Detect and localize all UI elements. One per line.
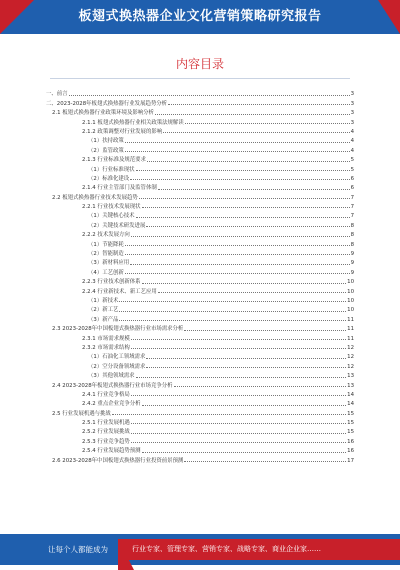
toc-entry-text: 一、前言 bbox=[46, 91, 68, 98]
toc-entry[interactable] bbox=[46, 182, 354, 191]
toc-page-number: 13 bbox=[347, 373, 354, 380]
toc-entry-text: 2.5 行业发展机遇与挑战 bbox=[52, 410, 111, 417]
toc-page-number: 6 bbox=[350, 185, 354, 192]
toc-entry-text: 2.1.4 行业主管部门及监管体制 bbox=[82, 185, 157, 192]
toc-entry[interactable] bbox=[46, 426, 354, 435]
toc-page-number: 16 bbox=[347, 438, 354, 445]
toc-entry-text: 2.1.3 行业标准及规范要求 bbox=[82, 157, 146, 164]
toc-entry[interactable] bbox=[46, 379, 354, 388]
toc-page-number: 8 bbox=[350, 241, 354, 248]
toc-leader-dots bbox=[142, 283, 347, 284]
toc-entry[interactable] bbox=[46, 144, 354, 153]
toc-entry-text: （2）新工艺 bbox=[88, 307, 119, 314]
toc-leader-dots bbox=[119, 301, 346, 302]
toc-entry[interactable] bbox=[46, 370, 354, 379]
toc-leader-dots bbox=[163, 132, 349, 133]
toc-entry-text: 2.4.1 行业竞争格局 bbox=[82, 391, 130, 398]
toc-entry-text: （3）新材料应用 bbox=[88, 260, 130, 267]
toc-entry[interactable] bbox=[46, 210, 354, 219]
toc-leader-dots bbox=[131, 395, 346, 396]
toc-leader-dots bbox=[155, 114, 350, 115]
toc-page-number: 13 bbox=[347, 382, 354, 389]
toc-entry-text: （1）节能降耗 bbox=[88, 241, 124, 248]
footer-bar bbox=[0, 534, 400, 565]
toc-entry-text: （2）标准化建设 bbox=[88, 175, 130, 182]
toc-entry-text: 2.5.1 行业发展机遇 bbox=[82, 420, 130, 427]
toc-leader-dots bbox=[125, 151, 350, 152]
toc-page-number: 9 bbox=[350, 260, 354, 267]
toc-page-number: 7 bbox=[350, 204, 354, 211]
toc-entry[interactable] bbox=[46, 257, 354, 266]
toc-entry[interactable] bbox=[46, 201, 354, 210]
toc-divider bbox=[50, 78, 350, 79]
toc-entry[interactable] bbox=[46, 266, 354, 275]
toc-leader-dots bbox=[142, 452, 347, 453]
toc-leader-dots bbox=[158, 292, 346, 293]
toc-entry-text: （4）工艺创新 bbox=[88, 269, 124, 276]
toc-leader-dots bbox=[112, 414, 346, 415]
toc-page-number: 3 bbox=[350, 91, 354, 98]
toc-entry[interactable] bbox=[46, 173, 354, 182]
toc-entry[interactable] bbox=[46, 219, 354, 228]
toc-page-number: 4 bbox=[350, 128, 354, 135]
toc-page-number: 9 bbox=[350, 251, 354, 258]
toc-page-number: 17 bbox=[347, 457, 354, 464]
toc-leader-dots bbox=[174, 386, 347, 387]
toc-leader-dots bbox=[168, 104, 350, 105]
toc-page-number: 3 bbox=[350, 119, 354, 126]
toc-page-number: 11 bbox=[347, 335, 354, 342]
toc-entry[interactable] bbox=[46, 154, 354, 163]
toc-page-number: 11 bbox=[347, 326, 354, 333]
toc-page-number: 8 bbox=[350, 222, 354, 229]
toc-leader-dots bbox=[131, 442, 346, 443]
toc-entry-text: 2.5.4 行业发展趋势预测 bbox=[82, 448, 141, 455]
toc-leader-dots bbox=[146, 226, 349, 227]
toc-entry[interactable] bbox=[46, 276, 354, 285]
toc-entry[interactable] bbox=[46, 97, 354, 106]
toc-entry-text: （1）扶持政策 bbox=[88, 138, 124, 145]
toc-entry-text: （3）新产品 bbox=[88, 316, 119, 323]
toc-entry[interactable] bbox=[46, 417, 354, 426]
toc-entry-text: （2）监管政策 bbox=[88, 147, 124, 154]
toc-leader-dots bbox=[69, 95, 350, 96]
toc-leader-dots bbox=[136, 170, 350, 171]
toc-leader-dots bbox=[125, 245, 350, 246]
toc-entry-text: 2.4.2 重点企业竞争分析 bbox=[82, 401, 141, 408]
toc-entry[interactable] bbox=[46, 285, 354, 294]
toc-entry[interactable] bbox=[46, 191, 354, 200]
footer-slogan-right: 行业专家、管理专家、营销专家、战略专家、商业企业家…… bbox=[132, 545, 321, 553]
toc-page-number: 12 bbox=[347, 363, 354, 370]
toc-entry[interactable] bbox=[46, 304, 354, 313]
toc-entry[interactable] bbox=[46, 248, 354, 257]
footer-slogan-box bbox=[118, 539, 400, 560]
toc-entry[interactable] bbox=[46, 445, 354, 454]
toc-entry-text: 2.2.1 行业技术发展现状 bbox=[82, 204, 141, 211]
toc-entry[interactable] bbox=[46, 360, 354, 369]
toc-entry-text: 2.5.3 行业竞争趋势 bbox=[82, 438, 130, 445]
toc-page-number: 15 bbox=[347, 420, 354, 427]
toc-page-number: 3 bbox=[350, 100, 354, 107]
toc-page-number: 15 bbox=[347, 429, 354, 436]
toc-entry-text: 2.1.2 政策调整对行业发展的影响 bbox=[82, 128, 163, 135]
toc-leader-dots bbox=[147, 161, 350, 162]
toc-entry-text: （2）关键技术研发进展 bbox=[88, 222, 146, 229]
toc-entry[interactable] bbox=[46, 126, 354, 135]
footer-slogan-left: 让每个人都能成为 bbox=[48, 545, 108, 554]
toc-leader-dots bbox=[139, 198, 350, 199]
toc-entry-text: 2.3 2023-2028年中国板翅式换热器行业市场需求分析 bbox=[52, 326, 184, 333]
toc-page-number: 14 bbox=[347, 391, 354, 398]
toc-page-number: 10 bbox=[347, 288, 354, 295]
toc-leader-dots bbox=[125, 254, 350, 255]
toc-leader-dots bbox=[142, 405, 347, 406]
toc-entry-text: （3）其他领域需求 bbox=[88, 373, 135, 380]
toc-entry[interactable] bbox=[46, 163, 354, 172]
toc-leader-dots bbox=[131, 236, 350, 237]
toc-leader-dots bbox=[125, 273, 350, 274]
toc-entry[interactable] bbox=[46, 407, 354, 416]
toc-page-number: 3 bbox=[350, 110, 354, 117]
toc-page-number: 16 bbox=[347, 448, 354, 455]
toc-page-number: 6 bbox=[350, 175, 354, 182]
toc-entry[interactable] bbox=[46, 342, 354, 351]
toc-entry-text: （1）石油化工领域需求 bbox=[88, 354, 146, 361]
toc-leader-dots bbox=[146, 367, 346, 368]
toc-leader-dots bbox=[142, 207, 350, 208]
toc-leader-dots bbox=[130, 179, 349, 180]
toc-entry[interactable] bbox=[46, 116, 354, 125]
toc-leader-dots bbox=[136, 377, 347, 378]
toc-page-number: 12 bbox=[347, 344, 354, 351]
toc-page-number: 5 bbox=[350, 166, 354, 173]
toc-entry[interactable] bbox=[46, 107, 354, 116]
toc-page-number: 15 bbox=[347, 410, 354, 417]
toc-entry-text: （2）智能制造 bbox=[88, 251, 124, 258]
toc-page-number: 4 bbox=[350, 147, 354, 154]
toc-entry-text: 2.2 板翅式换热器行业技术发展趋势 bbox=[52, 194, 138, 201]
toc-entry-text: 2.2.3 行业技术创新体系 bbox=[82, 279, 141, 286]
toc-entry[interactable] bbox=[46, 454, 354, 463]
toc-leader-dots bbox=[131, 423, 346, 424]
toc-page-number: 9 bbox=[350, 269, 354, 276]
toc-leader-dots bbox=[131, 433, 346, 434]
toc-heading: 内容目录 bbox=[175, 57, 224, 71]
toc-entry-text: 2.2.2 技术发展方向 bbox=[82, 232, 130, 239]
toc-leader-dots bbox=[184, 461, 346, 462]
toc-entry-text: （1）新技术 bbox=[88, 297, 119, 304]
toc-entry-text: 2.5.2 行业发展挑战 bbox=[82, 429, 130, 436]
toc-entry[interactable] bbox=[46, 313, 354, 322]
toc-entry-text: 2.3.2 市场需求结构 bbox=[82, 344, 130, 351]
toc-page-number: 5 bbox=[350, 157, 354, 164]
toc-entry-text: 2.6 2023-2028年中国板翅式换热器行业投资前景预测 bbox=[52, 457, 184, 464]
toc-entry-text: 2.3.1 市场需求规模 bbox=[82, 335, 130, 342]
toc-entry[interactable] bbox=[46, 323, 354, 332]
toc-entry[interactable] bbox=[46, 435, 354, 444]
toc-entry-text: 2.4 2023-2028年板翅式换热器行业市场竞争分析 bbox=[52, 382, 173, 389]
toc-page-number: 10 bbox=[347, 279, 354, 286]
toc-leader-dots bbox=[184, 330, 346, 331]
toc-entry[interactable] bbox=[46, 238, 354, 247]
toc-entry-text: 2.1.1 板翅式换热器行业相关政策法规解读 bbox=[82, 119, 184, 126]
toc-leader-dots bbox=[136, 217, 350, 218]
toc-leader-dots bbox=[125, 142, 350, 143]
toc-entry-text: （2）空分设备领域需求 bbox=[88, 363, 146, 370]
toc-page-number: 10 bbox=[347, 307, 354, 314]
toc-entry[interactable] bbox=[46, 229, 354, 238]
toc-leader-dots bbox=[131, 348, 346, 349]
header-bar bbox=[0, 0, 400, 34]
toc-entry-text: 二、2023-2028年板翅式换热器行业发展趋势分析 bbox=[46, 100, 168, 107]
toc-page-number: 10 bbox=[347, 297, 354, 304]
toc-entry[interactable] bbox=[46, 332, 354, 341]
toc-entry[interactable] bbox=[46, 389, 354, 398]
toc-page-number: 7 bbox=[350, 213, 354, 220]
toc-page-number: 12 bbox=[347, 354, 354, 361]
toc-entry[interactable] bbox=[46, 88, 354, 97]
toc-leader-dots bbox=[146, 358, 346, 359]
toc-entry-text: （1）行业标准现状 bbox=[88, 166, 135, 173]
toc-entry[interactable] bbox=[46, 135, 354, 144]
table-of-contents bbox=[46, 88, 354, 464]
toc-page-number: 14 bbox=[347, 401, 354, 408]
toc-entry-text: 2.2.4 行业新技术、新工艺应用 bbox=[82, 288, 157, 295]
toc-page-number: 7 bbox=[350, 194, 354, 201]
toc-leader-dots bbox=[131, 339, 346, 340]
toc-leader-dots bbox=[130, 264, 349, 265]
toc-leader-dots bbox=[185, 123, 350, 124]
toc-page-number: 4 bbox=[350, 138, 354, 145]
toc-leader-dots bbox=[119, 311, 346, 312]
toc-leader-dots bbox=[158, 189, 350, 190]
toc-entry[interactable] bbox=[46, 351, 354, 360]
toc-entry[interactable] bbox=[46, 398, 354, 407]
toc-page-number: 11 bbox=[347, 316, 354, 323]
toc-leader-dots bbox=[119, 320, 346, 321]
toc-page-number: 8 bbox=[350, 232, 354, 239]
report-title: 板翅式换热器企业文化营销策略研究报告 bbox=[78, 9, 322, 24]
toc-entry[interactable] bbox=[46, 295, 354, 304]
toc-entry-text: （1）关键核心技术 bbox=[88, 213, 135, 220]
toc-entry-text: 2.1 板翅式换热器行业政策环境及影响分析 bbox=[52, 110, 154, 117]
